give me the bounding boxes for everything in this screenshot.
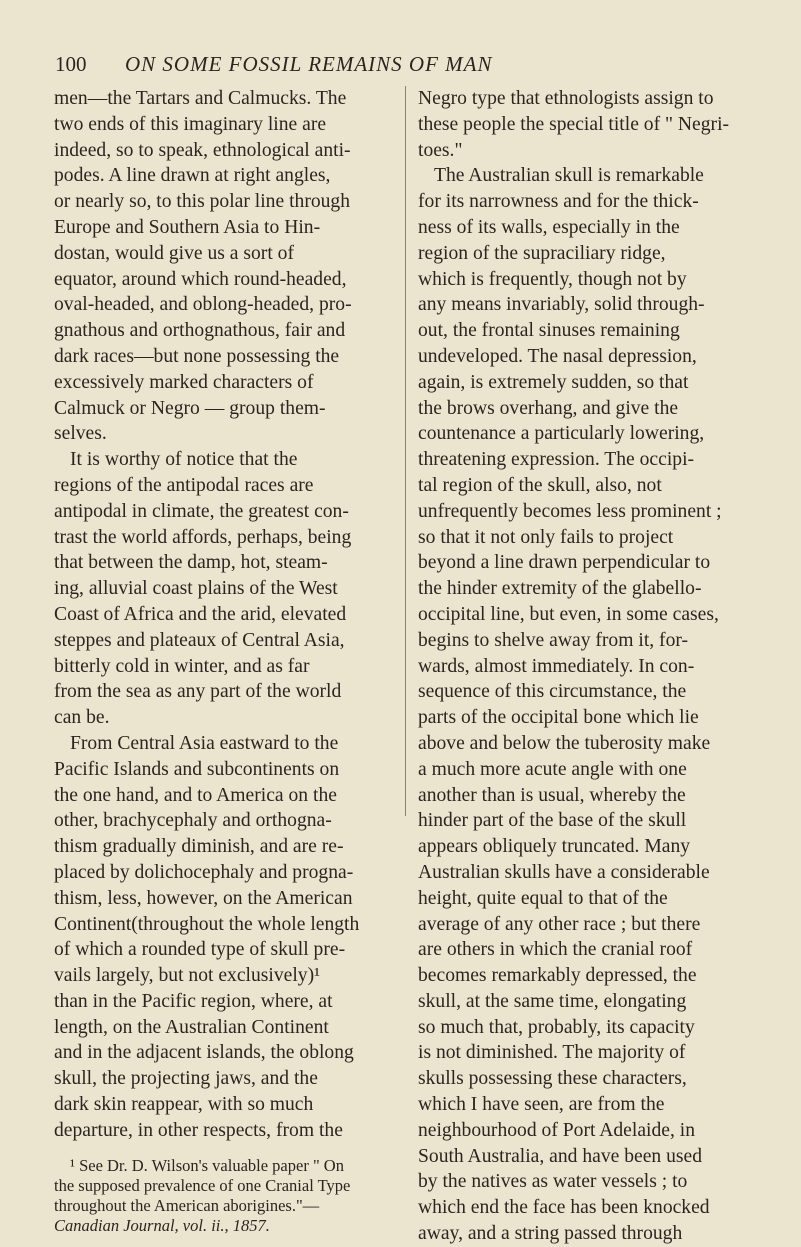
text-line: length, on the Australian Continent <box>54 1016 329 1038</box>
text-line: dostan, would give us a sort of <box>54 242 294 264</box>
text-line: thism, less, however, on the American <box>54 887 353 909</box>
text-line: hinder part of the base of the skull <box>418 810 687 832</box>
text-line: another than is usual, whereby the <box>418 784 686 806</box>
text-line: Coast of Africa and the arid, elevated <box>54 603 347 625</box>
text-line: threatening expression. The occipi- <box>418 449 695 471</box>
text-line: neighbourhood of Port Adelaide, in <box>418 1119 695 1141</box>
text-line: of which a rounded type of skull pre- <box>54 939 346 961</box>
text-line: out, the frontal sinuses remaining <box>418 320 680 342</box>
text-line: and in the adjacent islands, the oblong <box>54 1042 354 1064</box>
text-line: that between the damp, hot, steam- <box>54 552 328 574</box>
text-line: indeed, so to speak, ethnological anti- <box>54 139 351 161</box>
footnotes <box>54 1156 390 1236</box>
text-line: antipodal in climate, the greatest con- <box>54 500 349 522</box>
text-line: unfrequently becomes less prominent ; <box>418 500 722 522</box>
text-line: for its narrowness and for the thick- <box>418 191 699 213</box>
text-line: dark races—but none possessing the <box>54 345 340 367</box>
text-line: or nearly so, to this polar line through <box>54 191 351 213</box>
text-line: ing, alluvial coast plains of the West <box>54 578 338 600</box>
text-line: begins to shelve away from it, for- <box>418 629 689 651</box>
left-column <box>54 86 390 1236</box>
text-line: the hinder extremity of the glabello- <box>418 578 702 600</box>
right-column-text <box>418 86 758 1247</box>
text-line: height, quite equal to that of the <box>418 887 668 909</box>
text-line: these people the special title of " Negri- <box>418 113 730 135</box>
text-line: skull, the projecting jaws, and the <box>54 1068 318 1090</box>
text-line: sequence of this circumstance, the <box>418 681 687 703</box>
text-line: are others in which the cranial roof <box>418 939 693 961</box>
text-line: than in the Pacific region, where, at <box>54 990 333 1012</box>
right-column <box>418 86 758 1247</box>
text-line: trast the world affords, perhaps, being <box>54 526 352 548</box>
text-line: undeveloped. The nasal depression, <box>418 345 697 367</box>
footnote-line: the supposed prevalence of one Cranial Type <box>54 1175 351 1195</box>
text-line: from the sea as any part of the world <box>54 681 342 703</box>
text-line: tal region of the skull, also, not <box>418 474 662 496</box>
text-line: vails largely, but not exclusively)¹ <box>54 965 320 987</box>
page-number: 100 <box>55 52 87 76</box>
text-line: above and below the tuberosity make <box>418 732 711 754</box>
text-line: excessively marked characters of <box>54 371 314 393</box>
text-line: countenance a particularly lowering, <box>418 423 705 445</box>
text-line: Negro type that ethnologists assign to <box>418 88 714 109</box>
text-line: dark skin reappear, with so much <box>54 1094 314 1116</box>
text-line: which I have seen, are from the <box>418 1094 665 1116</box>
text-line: Pacific Islands and subcontinents on <box>54 758 340 780</box>
text-line: It is worthy of notice that the <box>70 449 298 471</box>
text-line: beyond a line drawn perpendicular to <box>418 552 711 574</box>
text-line: so that it not only fails to project <box>418 526 674 548</box>
text-line: occipital line, but even, in some cases, <box>418 603 719 625</box>
text-line: parts of the occipital bone which lie <box>418 707 699 729</box>
text-line: the one hand, and to America on the <box>54 784 337 806</box>
text-line: by the natives as water vessels ; to <box>418 1171 688 1193</box>
footnote-line: ¹ See Dr. D. Wilson's valuable paper " On <box>70 1155 344 1175</box>
text-line: skulls possessing these characters, <box>418 1068 687 1090</box>
left-column-text <box>54 86 390 1144</box>
text-line: Calmuck or Negro — group them- <box>54 397 326 419</box>
text-line: any means invariably, solid through- <box>418 294 705 316</box>
text-line: placed by dolichocephaly and progna- <box>54 861 354 883</box>
text-line: equator, around which round-headed, <box>54 268 347 290</box>
text-line: bitterly cold in winter, and as far <box>54 655 310 677</box>
text-line: again, is extremely sudden, so that <box>418 371 689 393</box>
text-line: steppes and plateaux of Central Asia, <box>54 629 345 651</box>
text-line: which end the face has been knocked <box>418 1197 710 1219</box>
text-line: regions of the antipodal races are <box>54 474 314 496</box>
text-line: ness of its walls, especially in the <box>418 216 680 238</box>
text-line: which is frequently, though not by <box>418 268 687 290</box>
column-divider <box>405 86 406 816</box>
text-line: Europe and Southern Asia to Hin- <box>54 216 321 238</box>
text-line: gnathous and orthognathous, fair and <box>54 320 346 342</box>
text-line: becomes remarkably depressed, the <box>418 965 697 987</box>
text-line: podes. A line drawn at right angles, <box>54 165 331 187</box>
page-header <box>55 50 755 84</box>
footnote-line: throughout the American aborigines."— <box>54 1195 320 1215</box>
text-line: selves. <box>54 423 107 445</box>
text-line: The Australian skull is remarkable <box>434 165 704 187</box>
text-line: oval-headed, and oblong-headed, pro- <box>54 294 352 316</box>
running-title: ON SOME FOSSIL REMAINS OF MAN <box>125 52 493 76</box>
text-line: the brows overhang, and give the <box>418 397 679 419</box>
text-line: thism gradually diminish, and are re- <box>54 836 344 858</box>
text-line: average of any other race ; but there <box>418 913 701 935</box>
text-line: men—the Tartars and Calmucks. The <box>54 88 347 109</box>
text-line: From Central Asia eastward to the <box>70 732 339 754</box>
text-line: two ends of this imaginary line are <box>54 113 327 135</box>
text-line: toes." <box>418 139 463 161</box>
text-line: departure, in other respects, from the <box>54 1119 343 1141</box>
text-line: region of the supraciliary ridge, <box>418 242 666 264</box>
text-line: South Australia, and have been used <box>418 1145 703 1167</box>
text-line: Continent(throughout the whole length <box>54 913 360 935</box>
text-line: a much more acute angle with one <box>418 758 687 780</box>
text-line: Australian skulls have a considerable <box>418 861 710 883</box>
text-line: wards, almost immediately. In con- <box>418 655 695 677</box>
text-line: can be. <box>54 707 110 729</box>
text-line: appears obliquely truncated. Many <box>418 836 691 858</box>
text-line: away, and a string passed through <box>418 1223 683 1245</box>
text-line: other, brachycephaly and orthogna- <box>54 810 332 832</box>
footnote-line: Canadian Journal, vol. ii., 1857. <box>54 1215 270 1235</box>
text-line: is not diminished. The majority of <box>418 1042 686 1064</box>
text-line: skull, at the same time, elongating <box>418 990 687 1012</box>
text-line: so much that, probably, its capacity <box>418 1016 695 1038</box>
